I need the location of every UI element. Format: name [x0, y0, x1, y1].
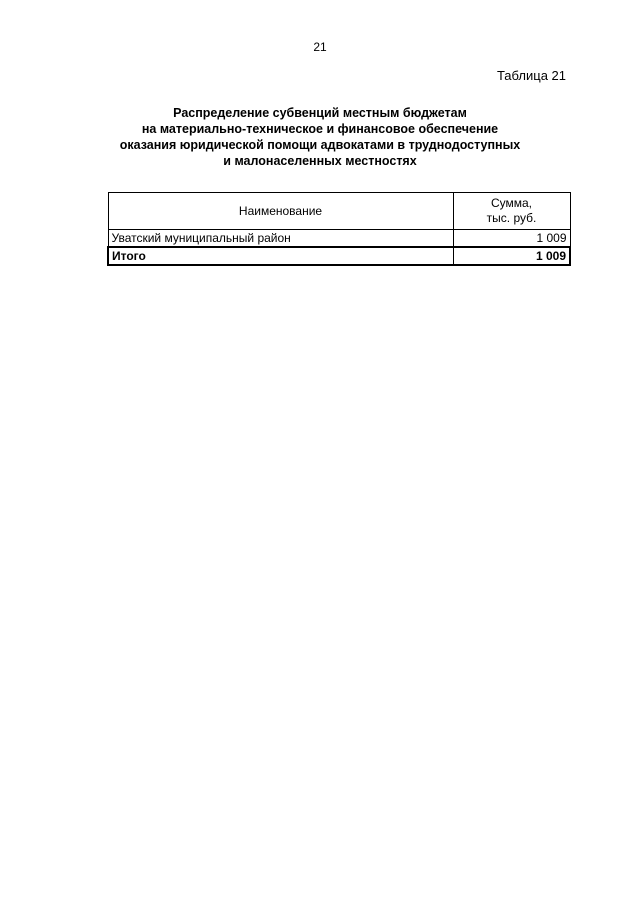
- header-sum: [453, 193, 570, 230]
- header-sum-line2: тыс. руб.: [486, 211, 537, 225]
- table-title: [0, 105, 640, 169]
- title-line: на материально-техническое и финансовое обеспечение: [141, 122, 499, 136]
- table-label: Таблица 21: [496, 68, 566, 83]
- subsidy-table: [107, 192, 571, 266]
- total-name: Итого: [108, 247, 453, 265]
- row-sum: 1 009: [453, 230, 570, 248]
- row-name: Уватский муниципальный район: [108, 230, 453, 248]
- total-row: [108, 247, 570, 265]
- title-line: и малонаселенных местностях: [223, 154, 417, 168]
- header-sum-line1: Сумма,: [490, 196, 533, 210]
- total-sum: 1 009: [453, 247, 570, 265]
- table-header-row: [108, 193, 570, 230]
- header-name: Наименование: [108, 193, 453, 230]
- title-line: Распределение субвенций местным бюджетам: [173, 106, 467, 120]
- title-line: оказания юридической помощи адвокатами в труднодоступных: [119, 138, 521, 152]
- page-number: 21: [313, 40, 327, 54]
- table-row: [108, 230, 570, 248]
